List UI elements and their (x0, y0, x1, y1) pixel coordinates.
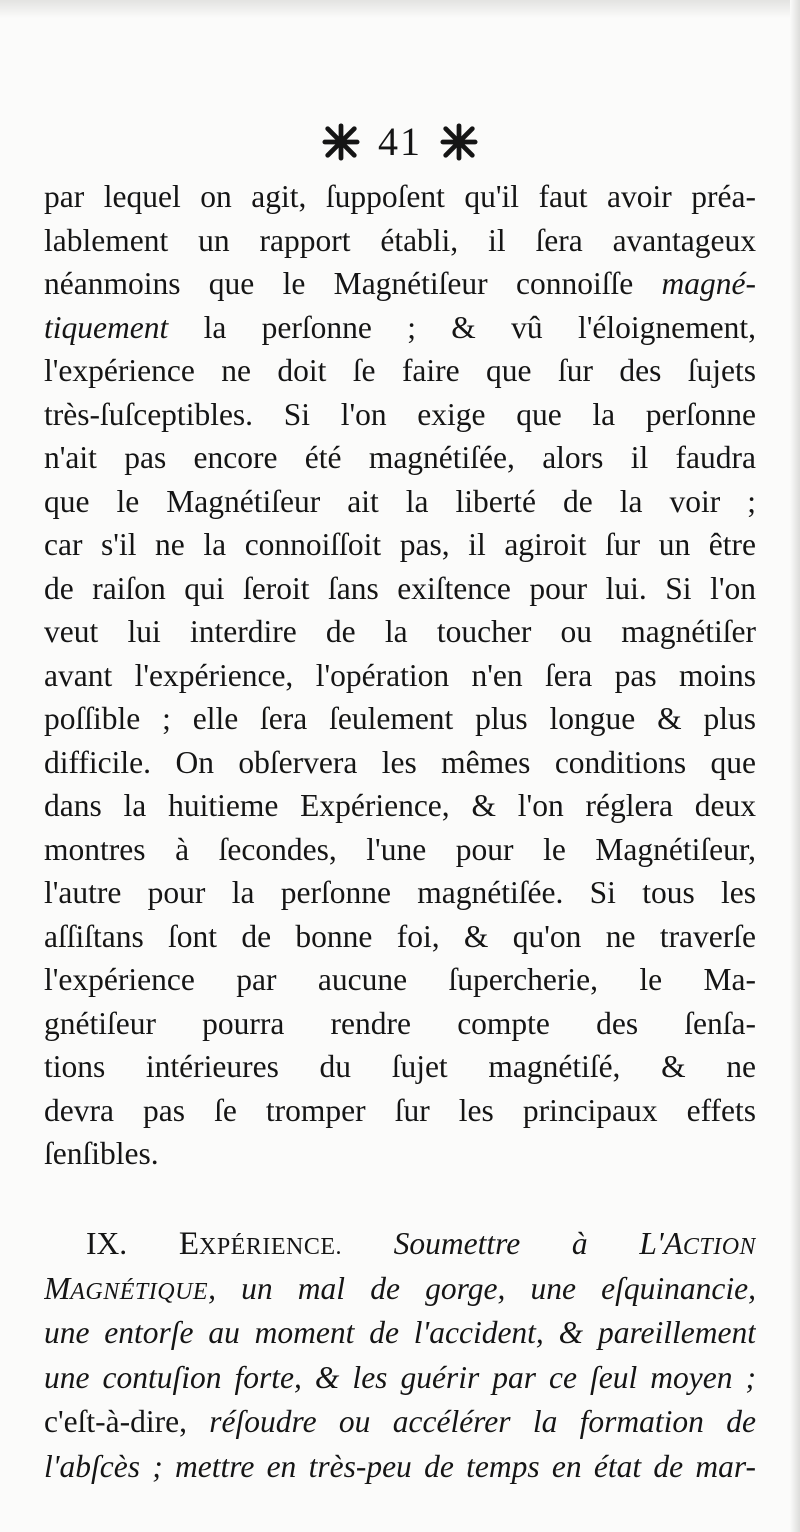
text-line: difficile. On obſervera les mêmes conditions que (44, 744, 756, 780)
italic-smallcaps-rest: AGNÉTIQUE (70, 1278, 209, 1305)
text-line (44, 1267, 756, 1312)
text-line: très-ſuſceptibles. Si l'on exige que la perſonne (44, 396, 756, 432)
text-line: car s'il ne la connoiſſoit pas, il agiroit ſur un être (44, 527, 756, 562)
text-line (44, 262, 756, 306)
section-heading-initial: E (178, 1226, 199, 1262)
italic-smallcaps-initial: M (44, 1270, 71, 1306)
text-line: poſſible ; elle ſera ſeulement plus longue & plus (44, 701, 756, 736)
italic-text: Soumettre à (393, 1226, 588, 1261)
text-line: ſenſibles. (44, 1136, 159, 1171)
page-top-edge-shadow (0, 0, 800, 18)
text-line: que le Magnétiſeur ait la liberté de la voir ; (44, 483, 756, 519)
italic-text: , un mal de gorge, une eſquinancie, (208, 1270, 756, 1306)
text-line: une entorſe au moment de l'accident, & pareillement (44, 1315, 756, 1350)
italic-smallcaps-rest: CTION (682, 1234, 756, 1260)
text-line: aſſiſtans ſont de bonne foi, & qu'on ne traverſe (44, 918, 756, 954)
body-paragraph (44, 175, 756, 1176)
text-line: de raiſon qui ſeroit ſans exiſtence pour lui. Si l'on (44, 570, 756, 606)
text-segment: néanmoins que le Magnétiſeur connoiſſe (44, 266, 634, 301)
star-ornament-icon (322, 121, 360, 163)
text-line: lablement un rapport établi, il ſera avantageux (44, 222, 756, 258)
experiment-ix-section (44, 1222, 756, 1489)
text-line: l'expérience ne doit ſe faire que ſur des ſujets (44, 353, 756, 388)
text-line: veut lui interdire de la toucher ou magnétiſer (44, 614, 756, 649)
italic-smallcaps-initial: L'A (639, 1226, 683, 1261)
italic-term: magné- (661, 266, 756, 301)
text-line: devra pas ſe tromper ſur les principaux effets (44, 1092, 756, 1128)
section-numeral: IX. (86, 1226, 128, 1261)
text-line: l'autre pour la perſonne magnétiſée. Si tous les (44, 875, 756, 910)
text-line: gnétiſeur pourra rendre compte des ſenſa- (44, 1005, 756, 1041)
text-segment: la perſonne ; & vû l'éloignement, (203, 309, 756, 345)
text-line: l'abſcès ; mettre en très-peu de temps en état de mar- (44, 1448, 756, 1484)
text-line: par lequel on agit, ſuppoſent qu'il faut avoir préa- (44, 179, 756, 214)
italic-term: tiquement (44, 309, 169, 345)
text-line: une contuſion forte, & les guérir par ce ſeul moyen ; (44, 1359, 756, 1395)
star-ornament-icon (440, 121, 478, 163)
running-header (0, 112, 800, 172)
text-segment: c'eſt-à-dire, (44, 1404, 187, 1439)
text-line: dans la huitieme Expérience, & l'on réglera deux (44, 788, 756, 823)
section-heading-line (44, 1222, 756, 1267)
text-line: n'ait pas encore été magnétiſée, alors il faudra (44, 440, 756, 475)
italic-text: réſoudre ou accélérer la formation de (209, 1404, 756, 1439)
page-number: 41 (378, 119, 422, 164)
text-line: l'expérience par aucune ſupercherie, le Ma- (44, 962, 756, 997)
text-line (44, 1400, 756, 1445)
section-heading-rest: XPÉRIENCE. (198, 1234, 342, 1260)
text-line: avant l'expérience, l'opération n'en ſera pas moins (44, 657, 756, 693)
text-line (44, 306, 756, 350)
text-line: montres à ſecondes, l'une pour le Magnétiſeur, (44, 831, 756, 867)
text-line: tions intérieures du ſujet magnétiſé, & ne (44, 1049, 756, 1084)
page-right-edge-shadow (790, 0, 800, 1532)
